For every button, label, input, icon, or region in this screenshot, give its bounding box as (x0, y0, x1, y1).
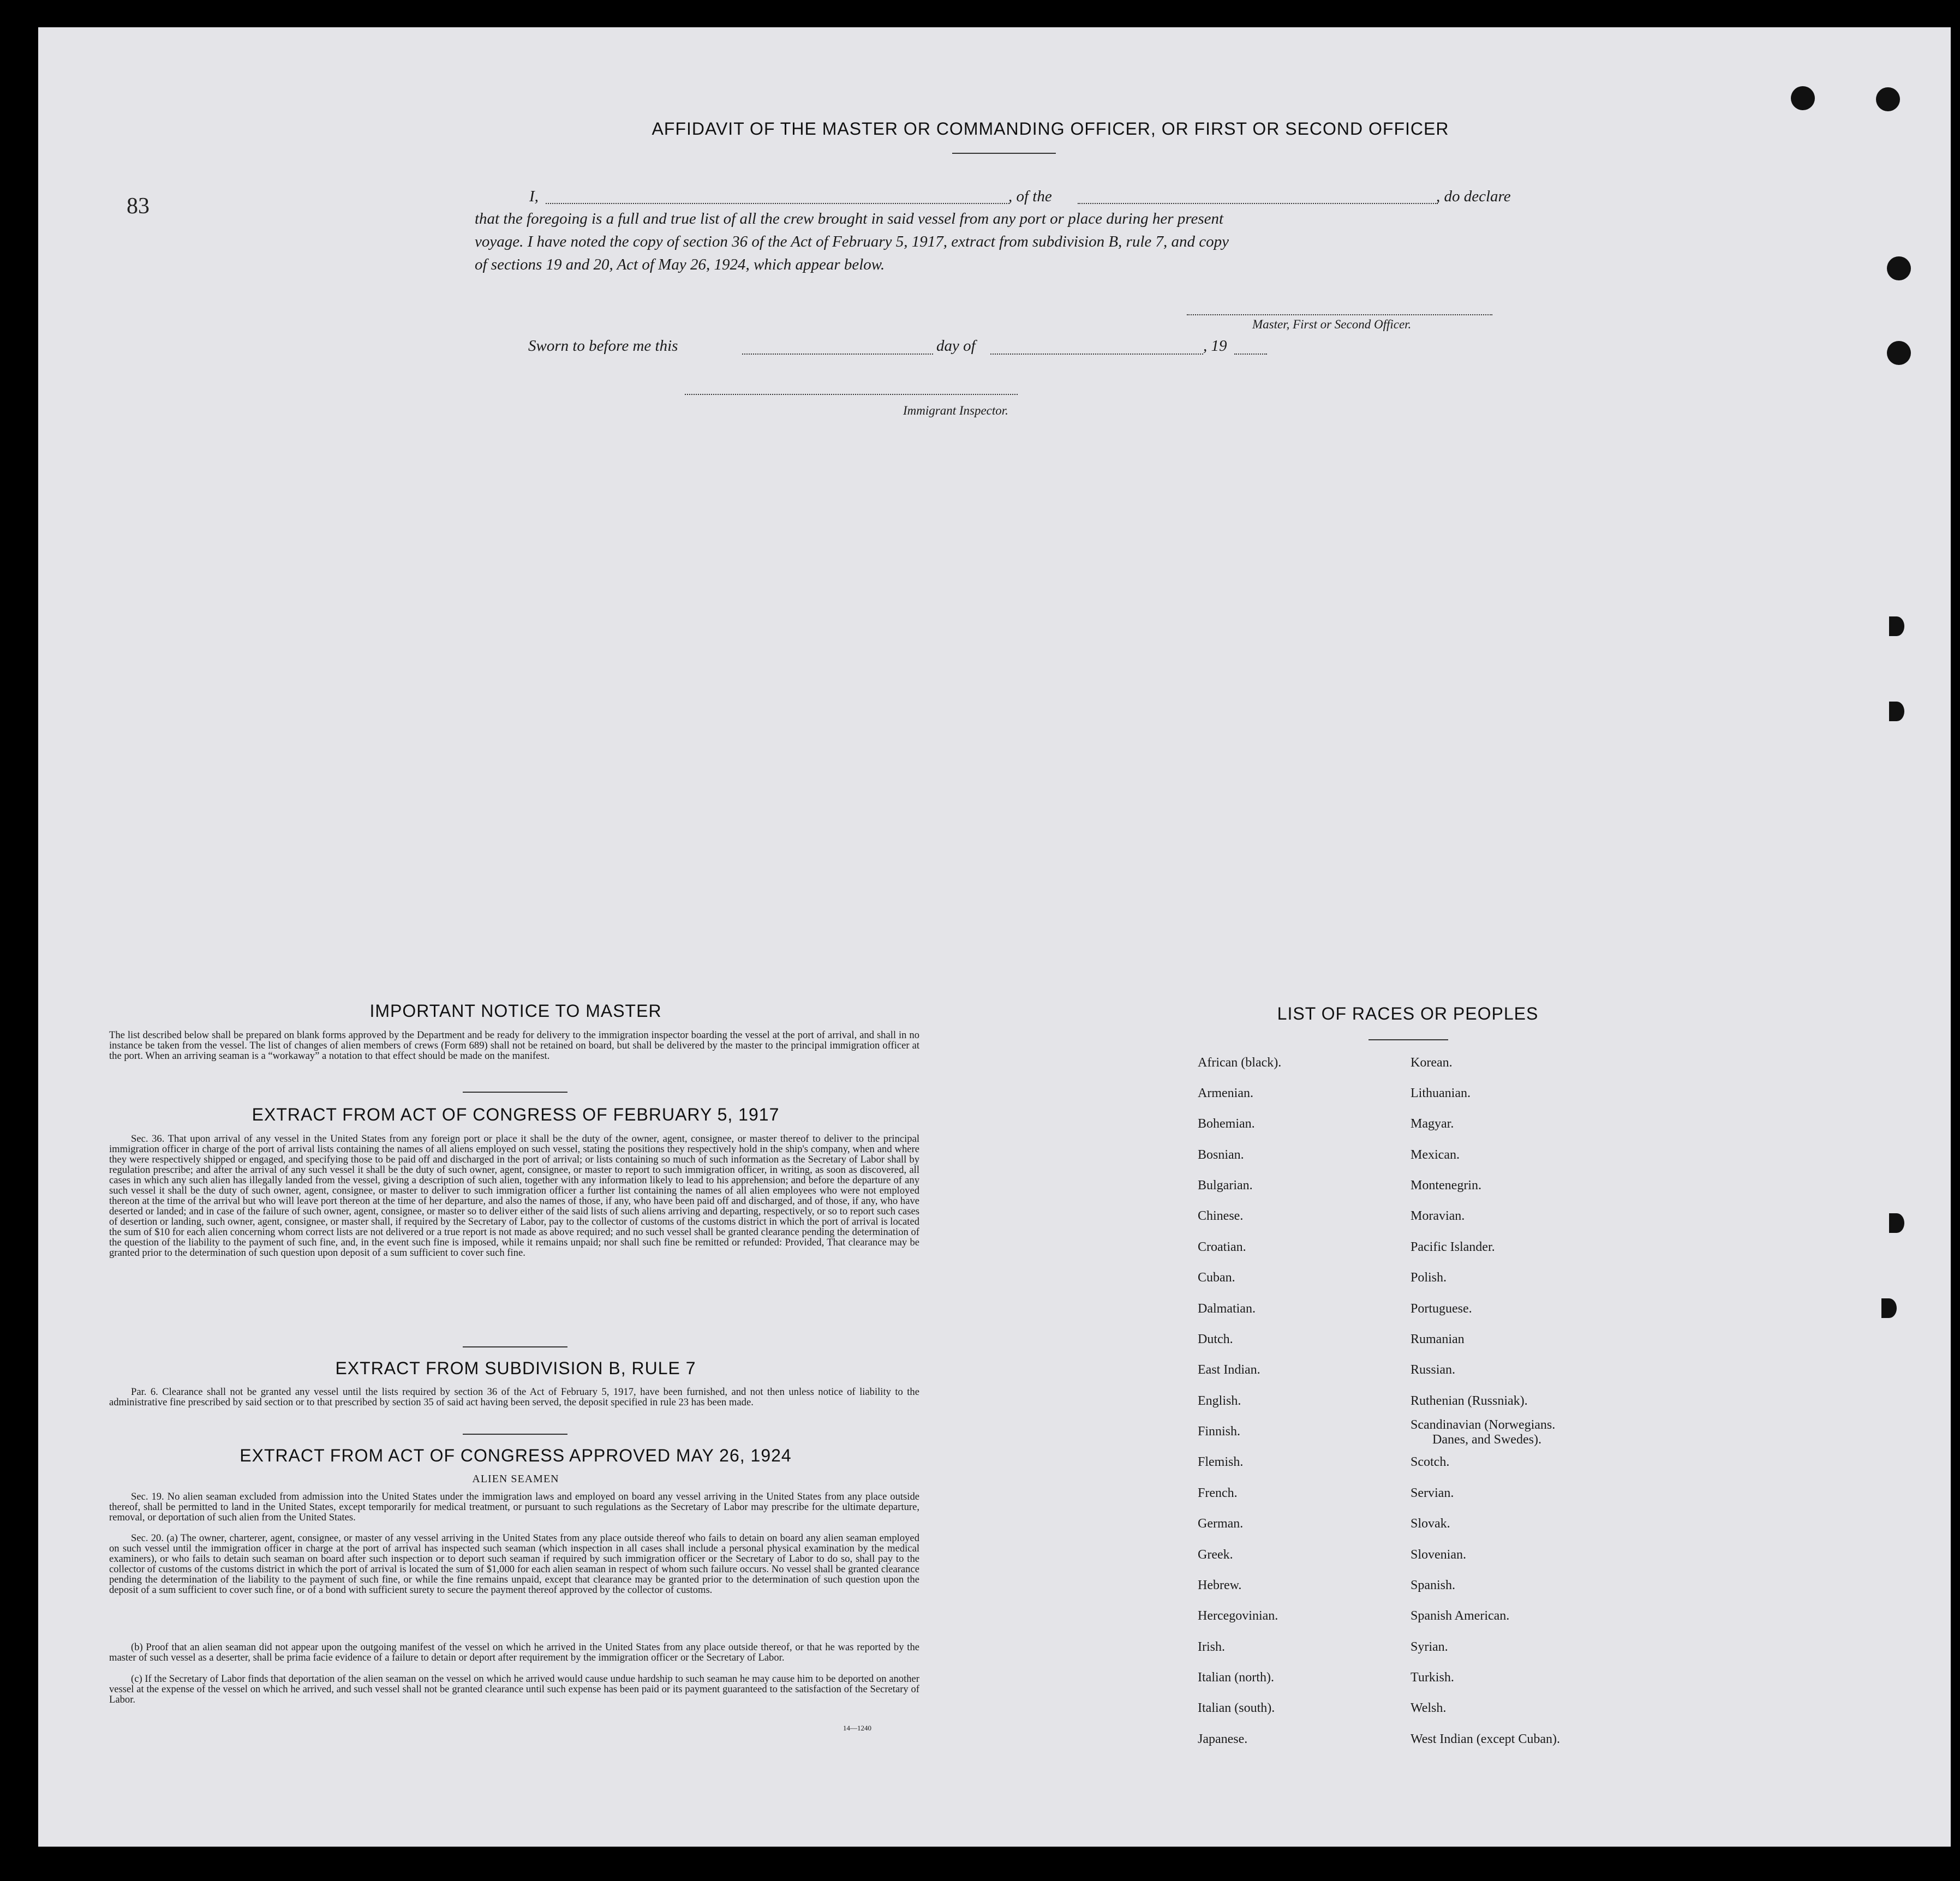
master-signature-label: Master, First or Second Officer. (1252, 318, 1412, 331)
race-item: Rumanian (1411, 1332, 1465, 1346)
affidavit-title: AFFIDAVIT OF THE MASTER OR COMMANDING OFFICER, OR FIRST OR SECOND OFFICER (652, 119, 1449, 139)
race-item: Scandinavian (Norwegians. (1411, 1418, 1556, 1432)
race-item: Lithuanian. (1411, 1086, 1471, 1100)
affidavit-declare: , do declare (1436, 188, 1511, 205)
extract-1924-sec19: Sec. 19. No alien seaman excluded from admission into the United States under the immigration laws and employed on board any vessel arriving in the United States from any place outside thereof, shall be permitted to land in the United States, except temporarily for medical treatment, or pursuant to such regulations as the Secretary of Labor may prescribe for the ultimate departure, removal, or deportation of such alien from the United States. (109, 1491, 919, 1523)
race-item: Spanish American. (1411, 1609, 1510, 1623)
affidavit-line4: of sections 19 and 20, Act of May 26, 1924, which appear below. (475, 256, 885, 273)
race-item: Bohemian. (1198, 1117, 1255, 1131)
race-item: Slovenian. (1411, 1548, 1466, 1562)
race-item: Dalmatian. (1198, 1302, 1256, 1316)
race-item: Turkish. (1411, 1670, 1454, 1685)
extract-1917-body: Sec. 36. That upon arrival of any vessel in the United States from any foreign port or place it shall be the duty of the owner, agent, consignee, or master thereof to deliver to the principal immigration officer in charge of the port of arrival lists containing the names of all aliens employed on such vessel, stating the positions they respectively hold in the ship's company, when and where they were respectively shipped or engaged, and specifying those to be paid off and discharged in the port of arrival; or lists containing so much of such information as the Secretary of Labor shall by regulation prescribe; and after the arrival of any such vessel it shall be the duty of such owner, agent, consignee, or master to report to such immigration officer, in writing, as soon as discovered, all cases in which any such alien has illegally landed from the vessel, giving a description of such alien, together with any information likely to lead to his apprehension; and before the departure of any such vessel it shall be the duty of such owner, agent, consignee, or master to deliver to such immigration officer a further list containing the names of all alien employees who were not employed thereon at the time of the arrival but who will leave port thereon at the time of her departure, and also the names of those, if any, who have been paid off and discharged, and of those, if any, who have deserted or landed; and in case of the failure of such owner, agent, consignee, or master so to deliver either of the said lists of such aliens arriving and departing, respectively, or so to report such cases of desertion or landing, such owner, agent, consignee, or master shall, if required by the Secretary of Labor, pay to the collector of customs of the customs district in which the port of arrival is located the sum of $10 for each alien concerning whom correct lists are not delivered or a true report is not made as above required; and no such vessel shall be granted clearance pending the determination of the question of the liability to the payment of such fine, and, in the event such fine is imposed, while it remains unpaid; nor shall such fine be remitted or refunded: Provided, That clearance may be granted prior to the determination of such question upon deposit of a sum sufficient to cover such fine. (109, 1133, 919, 1259)
extract-1924-sec20b: (b) Proof that an alien seaman did not appear upon the outgoing manifest of the vessel on which he arrived in the United States from any place outside thereof, or that he was reported by the master of such vessel as a deserter, shall be prima facie evidence of a failure to detain or deport after requirement by the immigration officer or the Secretary of Labor. (109, 1642, 919, 1663)
notice-title: IMPORTANT NOTICE TO MASTER (369, 1001, 662, 1021)
form-number: 14—1240 (843, 1724, 871, 1732)
race-item: African (black). (1198, 1056, 1282, 1070)
binder-hole (1889, 1213, 1904, 1233)
race-item: Montenegrin. (1411, 1178, 1481, 1193)
affidavit-of-the: , of the (1008, 188, 1052, 205)
extract-1924-sec20c: (c) If the Secretary of Labor finds that deportation of the alien seaman on the vessel on which he arrived would cause undue hardship to such seaman he may cause him to be deported on another vessel at the expense of the vessel on which he arrived, and such vessel shall not be granted clearance until such expense has been paid or its payment guaranteed to the satisfaction of the Secretary of Labor. (109, 1673, 919, 1705)
binder-hole (1887, 341, 1911, 365)
race-item: Syrian. (1411, 1640, 1448, 1654)
section-rule (463, 1434, 567, 1435)
race-item-continued: Danes, and Swedes). (1432, 1433, 1541, 1447)
binder-hole (1876, 87, 1900, 111)
binder-hole (1889, 702, 1904, 721)
sworn-text: Sworn to before me this (528, 337, 678, 355)
binder-hole (1881, 1298, 1897, 1318)
race-item: Slovak. (1411, 1517, 1450, 1531)
inspector-signature-label: Immigrant Inspector. (903, 404, 1008, 417)
race-item: Bulgarian. (1198, 1178, 1253, 1193)
inspector-signature-line[interactable] (685, 394, 1018, 395)
extract-1924-subtitle: ALIEN SEAMEN (472, 1473, 559, 1485)
binder-hole (1887, 256, 1911, 280)
master-signature-line[interactable] (1187, 314, 1492, 315)
race-item: Bosnian. (1198, 1148, 1244, 1162)
extract-rule7-body: Par. 6. Clearance shall not be granted any vessel until the lists required by section 36 of the Act of February 5, 1917, have been furnished, and not then unless notice of liability to the administrative fine prescribed by said section or to that prescribed by section 35 of said act having been served, the deposit specified in rule 23 has been made. (109, 1386, 919, 1408)
race-item: Armenian. (1198, 1086, 1253, 1100)
race-item: Hebrew. (1198, 1578, 1242, 1592)
day-of-text: day of (936, 337, 976, 355)
affidavit-i: I, (529, 188, 539, 205)
race-item: Servian. (1411, 1486, 1454, 1500)
race-item: English. (1198, 1394, 1241, 1408)
race-item: German. (1198, 1517, 1244, 1531)
race-item: French. (1198, 1486, 1238, 1500)
race-item: Mexican. (1411, 1148, 1460, 1162)
extract-1924-title: EXTRACT FROM ACT OF CONGRESS APPROVED MAY 26, 1924 (240, 1446, 792, 1465)
race-item: Pacific Islander. (1411, 1240, 1495, 1254)
extract-rule7-title: EXTRACT FROM SUBDIVISION B, RULE 7 (335, 1358, 696, 1378)
affidavit-line3: voyage. I have noted the copy of section 36 of the Act of February 5, 1917, extract from subdivision B, rule 7, and copy (475, 233, 1229, 250)
race-item: Russian. (1411, 1363, 1456, 1377)
race-item: Moravian. (1411, 1209, 1465, 1223)
race-item: Croatian. (1198, 1240, 1246, 1254)
race-item: Hercegovinian. (1198, 1609, 1278, 1623)
binder-hole (1791, 86, 1815, 110)
race-item: Polish. (1411, 1271, 1447, 1285)
race-item: Chinese. (1198, 1209, 1244, 1223)
affidavit-line2: that the foregoing is a full and true list of all the crew brought in said vessel from any port or place during her present (475, 210, 1224, 227)
race-item: Cuban. (1198, 1271, 1235, 1285)
race-item: Greek. (1198, 1548, 1233, 1562)
race-item: Welsh. (1411, 1701, 1447, 1715)
margin-mark: 83 (127, 194, 150, 219)
year-text: , 19 (1203, 337, 1227, 355)
races-title: LIST OF RACES OR PEOPLES (1277, 1004, 1539, 1023)
race-item: East Indian. (1198, 1363, 1260, 1377)
race-item: Scotch. (1411, 1455, 1450, 1469)
section-rule (463, 1092, 567, 1093)
sworn-month-blank[interactable] (990, 354, 1203, 355)
name-blank[interactable] (546, 203, 1009, 204)
race-item: Japanese. (1198, 1732, 1248, 1746)
title-rule (952, 153, 1056, 154)
race-item: Ruthenian (Russniak). (1411, 1394, 1528, 1408)
race-item: Italian (north). (1198, 1670, 1274, 1685)
race-item: West Indian (except Cuban). (1411, 1732, 1560, 1746)
race-item: Korean. (1411, 1056, 1453, 1070)
race-item: Portuguese. (1411, 1302, 1472, 1316)
extract-1917-title: EXTRACT FROM ACT OF CONGRESS OF FEBRUARY 5, 1917 (252, 1105, 780, 1124)
race-item: Flemish. (1198, 1455, 1244, 1469)
notice-body: The list described below shall be prepared on blank forms approved by the Department and be ready for delivery to the immigration inspector boarding the vessel at the port of arrival, and shall in no instance be taken from the vessel. The list of changes of alien members of crews (Form 689) shall not be retained on board, but shall be delivered by the master to the principal immigration officer at the port. When an arriving seaman is a “workaway” a notation to that effect should be made on the manifest. (109, 1029, 919, 1062)
race-item: Italian (south). (1198, 1701, 1275, 1715)
vessel-blank[interactable] (1078, 203, 1438, 204)
race-item: Irish. (1198, 1640, 1225, 1654)
binder-hole (1889, 616, 1904, 636)
section-rule (463, 1346, 567, 1347)
race-item: Finnish. (1198, 1424, 1241, 1439)
races-title-rule (1369, 1039, 1448, 1040)
race-item: Magyar. (1411, 1117, 1454, 1131)
race-item: Spanish. (1411, 1578, 1456, 1592)
sworn-day-blank[interactable] (742, 354, 933, 355)
sworn-year-blank[interactable] (1234, 354, 1267, 355)
extract-1924-sec20a: Sec. 20. (a) The owner, charterer, agent, consignee, or master of any vessel arriving in the United States from any place outside thereof who fails to detain on board any alien seaman employed on such vessel until the immigration officer in charge at the port of arrival has inspected such seaman (which inspection in all cases shall include a personal physical examination by the medical examiners), or who fails to detain such seaman on board after such inspection or to deport such seaman if required by such immigration officer or the Secretary of Labor to do so, shall pay to the collector of customs of the customs district in which the port of arrival is located the sum of $1,000 for each alien seaman in respect of whom such failure occurs. No vessel shall be granted clearance pending the determination of the liability to the payment of such fine, or while the fine remains unpaid, except that clearance may be granted prior to the determination of such question upon the deposit of a sum sufficient to cover such fine, or of a bond with sufficient surety to secure the payment thereof approved by the collector of customs. (109, 1532, 919, 1596)
race-item: Dutch. (1198, 1332, 1233, 1346)
